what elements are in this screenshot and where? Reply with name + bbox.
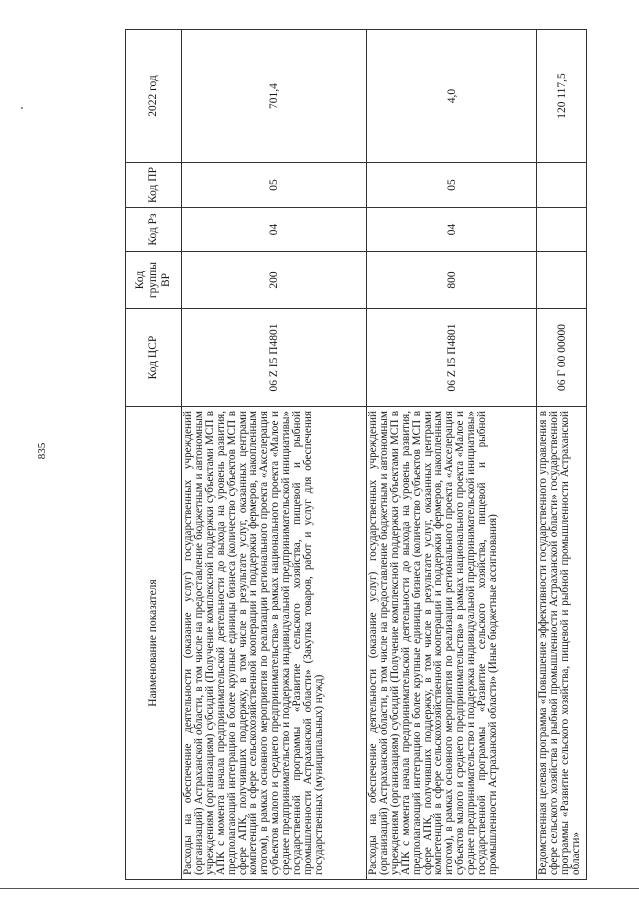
table-row [182, 30, 367, 880]
budget-table [125, 29, 587, 880]
row-name: Расходы на обеспечение деятельности (оказание услуг) государственных учреждений (организаций) Астраханской области, в том числе на предоставление бюджетным и автономным учреждениям (организациям) субсидий (Получение комплексной поддержки субъектами МСП в АПК с момента начала предпринимательской деятельности до выхода на уровень развития, предполагающий интеграцию в более крупные единицы бизнеса (количество субъектов МСП в сфере АПК, получивших поддержку, в том числе в результате услуг, оказанных центрами компетенций в сфере сельскохозяйственной кооперации и поддержки фермеров, накопленным итогом), в рамках основного мероприятия по реализации регионального проекта «Акселерация субъектов малого и среднего предпринимательства» в рамках национального проекта «Малое и среднее предпринимательство и поддержка индивидуальной предпринимательской инициативы» государственной программы «Развитие сельского хозяйства, пищевой и рыбной промышленности Астраханской области» (Закупка товаров, работ и услуг для обеспечения государственных (муниципальных) нужд) [182, 407, 367, 880]
row-pr: 05 [367, 163, 537, 208]
row-vr [537, 252, 587, 309]
table-row [367, 30, 537, 880]
row-pr [537, 163, 587, 208]
row-rz: 04 [367, 208, 537, 252]
row-rz: 04 [182, 208, 367, 252]
row-year: 120 117,5 [537, 30, 587, 163]
header-year: 2022 год [126, 30, 182, 163]
row-csr: 06 Г 00 00000 [537, 309, 587, 407]
row-vr: 200 [182, 252, 367, 309]
row-year: 701,4 [182, 30, 367, 163]
header-vr: Код группы ВР [126, 252, 182, 309]
row-vr: 800 [367, 252, 537, 309]
header-csr: Код ЦСР [126, 309, 182, 407]
page-bottom-rule [0, 888, 639, 889]
scan-speck [21, 107, 23, 109]
row-rz [537, 208, 587, 252]
table-row [537, 30, 587, 880]
page-number: 835 [36, 442, 48, 460]
header-name: Наименование показателя [126, 407, 182, 880]
row-name: Расходы на обеспечение деятельности (оказание услуг) государственных учреждений (организаций) Астраханской области, в том числе на предоставление бюджетным и автономным учреждениям (организациям) субсидий (Получение комплексной поддержки субъектами МСП в АПК с момента начала предпринимательской деятельности до выхода на уровень развития, предполагающий интеграцию в более крупные единицы бизнеса (количество субъектов МСП в сфере АПК, получивших поддержку, в том числе в результате услуг, оказанных центрами компетенций в сфере сельскохозяйственной кооперации и поддержки фермеров, накопленным итогом), в рамках основного мероприятия по реализации регионального проекта «Акселерация субъектов малого и среднего предпринимательства» в рамках национального проекта «Малое и среднее предпринимательство и поддержка индивидуальной предпринимательской инициативы» государственной программы «Развитие сельского хозяйства, пищевой и рыбной промышленности Астраханской области» (Иные бюджетные ассигнования) [367, 407, 537, 880]
row-name: Ведомственная целевая программа «Повышение эффективности государственного управления в сфере сельского хозяйства и рыбной промышленности Астраханской области» государственной программы «Развитие сельского хозяйства, пищевой и рыбной промышленности Астраханской области» [537, 407, 587, 880]
row-year: 4,0 [367, 30, 537, 163]
rotated-table-container [125, 30, 582, 880]
row-csr: 06 Z I5 П4801 [367, 309, 537, 407]
row-pr: 05 [182, 163, 367, 208]
row-csr: 06 Z I5 П4801 [182, 309, 367, 407]
header-pr: Код ПР [126, 163, 182, 208]
header-rz: Код Рз [126, 208, 182, 252]
table-header-row [126, 30, 182, 880]
